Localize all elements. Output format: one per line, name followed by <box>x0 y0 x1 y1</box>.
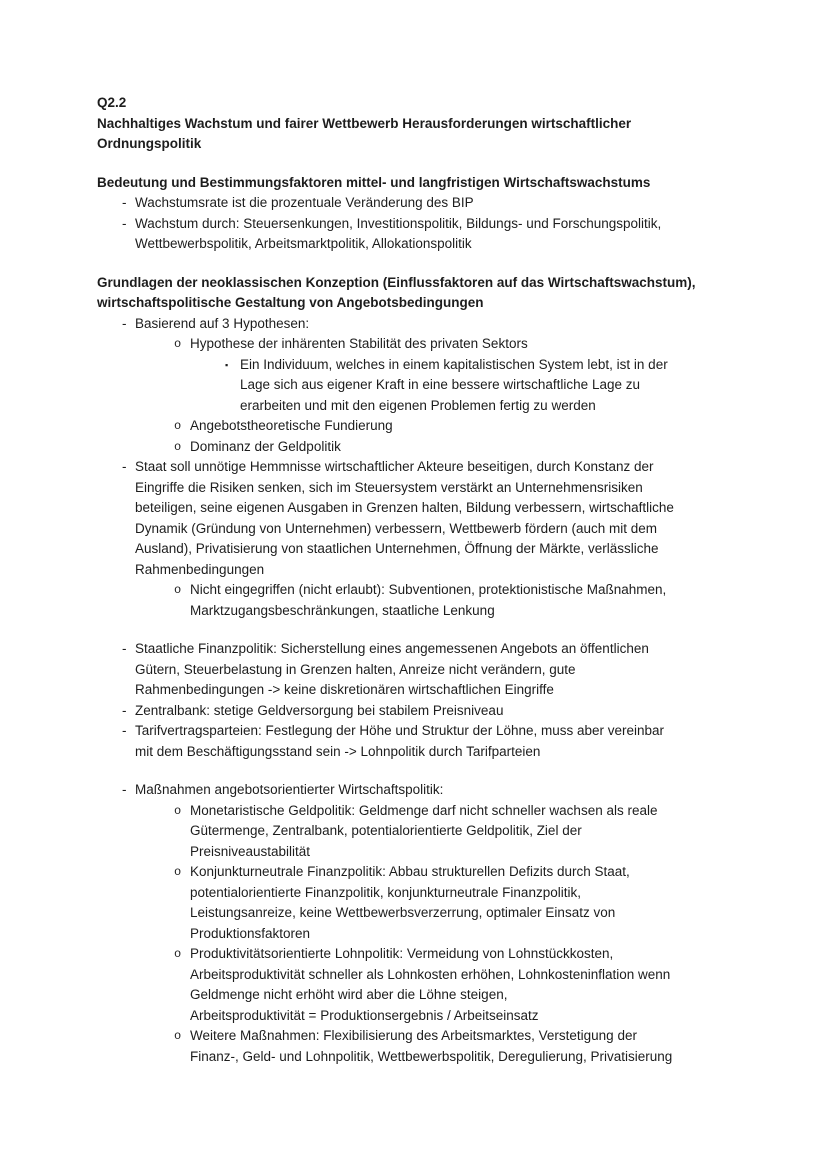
text-line <box>0 293 828 314</box>
text-line <box>0 416 828 437</box>
text-line <box>0 214 828 235</box>
circle-bullet-icon: o <box>174 947 182 961</box>
paragraph-spacer <box>0 155 828 173</box>
body-text: Weitere Maßnahmen: Flexibilisierung des Arbeitsmarktes, Verstetigung der <box>190 1028 637 1043</box>
dash-bullet-icon: - <box>122 459 127 474</box>
body-text: Wettbewerbspolitik, Arbeitsmarktpolitik, Allokationspolitik <box>135 236 472 251</box>
dash-bullet-icon: - <box>122 641 127 656</box>
body-text: Wachstumsrate ist die prozentuale Veränderung des BIP <box>135 195 474 210</box>
text-line <box>0 780 828 801</box>
circle-bullet-icon: o <box>174 1029 182 1043</box>
text-line <box>0 457 828 478</box>
list-item-level-1 <box>0 639 828 701</box>
text-line <box>0 539 828 560</box>
body-text: Finanz-, Geld- und Lohnpolitik, Wettbewerbspolitik, Deregulierung, Privatisierung <box>190 1048 673 1064</box>
text-line <box>0 114 828 135</box>
text-line <box>0 660 828 681</box>
list-item-level-2 <box>0 334 828 355</box>
list-item-level-2 <box>0 862 828 944</box>
body-text: Zentralbank: stetige Geldversorgung bei stabilem Preisniveau <box>135 702 504 718</box>
dash-bullet-icon: - <box>122 315 127 331</box>
text-line <box>0 355 828 376</box>
dash-bullet-icon: - <box>122 723 127 738</box>
body-text: Ein Individuum, welches in einem kapitalistischen System lebt, ist in der <box>240 356 668 372</box>
text-line <box>0 985 828 1006</box>
body-text: potentialorientierte Finanzpolitik, konjunkturneutrale Finanzpolitik, <box>190 884 581 900</box>
text-line <box>0 580 828 601</box>
body-text: Lage sich aus eigener Kraft in eine bessere wirtschaftliche Lage zu <box>240 377 640 392</box>
text-line <box>0 93 828 114</box>
body-text: Ausland), Privatisierung von staatlichen Unternehmen, Öffnung der Märkte, verlässliche <box>135 541 659 556</box>
text-line <box>0 273 828 294</box>
text-line <box>0 801 828 822</box>
list-item-level-1 <box>0 214 828 255</box>
list-item-level-1 <box>0 193 828 214</box>
body-text: Geldmenge nicht erhöht wird aber die Löhne steigen, <box>190 987 508 1002</box>
text-line <box>0 862 828 883</box>
list-item-level-2 <box>0 1026 828 1067</box>
text-line <box>0 944 828 965</box>
document-content <box>0 93 828 1067</box>
body-text: beteiligen, seine eigenen Ausgaben in Grenzen halten, Bildung verbessern, wirtschaftliche <box>135 500 674 515</box>
body-text: Produktionsfaktoren <box>190 925 311 941</box>
text-line <box>0 193 828 214</box>
dash-bullet-icon: - <box>122 195 127 210</box>
body-text: Nicht eingegriffen (nicht erlaubt): Subventionen, protektionistische Maßnahmen, <box>190 582 667 597</box>
text-line <box>0 1006 828 1027</box>
text-line <box>0 680 828 701</box>
text-line <box>0 903 828 924</box>
body-text: Dominanz der Geldpolitik <box>190 438 341 454</box>
text-line <box>0 701 828 722</box>
text-line <box>0 965 828 986</box>
heading-text: Nachhaltiges Wachstum und fairer Wettbewerb Herausforderungen wirtschaftlicher <box>97 115 632 131</box>
text-line <box>0 742 828 763</box>
heading-text: Q2.2 <box>97 95 127 110</box>
heading-text: Ordnungspolitik <box>97 136 202 151</box>
circle-bullet-icon: o <box>174 583 182 597</box>
list-item-level-1 <box>0 721 828 762</box>
body-text: Maßnahmen angebotsorientierter Wirtschaftspolitik: <box>135 782 444 797</box>
body-text: Arbeitsproduktivität = Produktionsergebnis / Arbeitseinsatz <box>190 1007 539 1023</box>
heading-text: Grundlagen der neoklassischen Konzeption (Einflussfaktoren auf das Wirtschaftswachstum), <box>97 274 696 290</box>
heading-text: Bedeutung und Bestimmungsfaktoren mittel- und langfristigen Wirtschaftswachstums <box>97 174 651 190</box>
heading-text: wirtschaftspolitische Gestaltung von Angebotsbedingungen <box>97 295 484 310</box>
text-line <box>0 560 828 581</box>
body-text: Konjunkturneutrale Finanzpolitik: Abbau strukturellen Defizits durch Staat, <box>190 864 630 879</box>
body-text: Hypothese der inhärenten Stabilität des privaten Sektors <box>190 336 528 351</box>
text-line <box>0 721 828 742</box>
paragraph-spacer <box>0 255 828 273</box>
text-line <box>0 1026 828 1047</box>
text-line <box>0 498 828 519</box>
body-text: Gütermenge, Zentralbank, potentialorientierte Geldpolitik, Ziel der <box>190 823 582 838</box>
body-text: Tarifvertragsparteien: Festlegung der Höhe und Struktur der Löhne, muss aber vereinbar <box>135 723 665 738</box>
text-line <box>0 334 828 355</box>
body-text: Rahmenbedingungen -> keine diskretionären wirtschaftlichen Eingriffe <box>135 682 554 697</box>
text-line <box>0 396 828 417</box>
text-line <box>0 639 828 660</box>
list-item-level-2 <box>0 437 828 458</box>
list-item-level-1 <box>0 701 828 722</box>
list-item-level-2 <box>0 801 828 863</box>
heading-paragraph <box>0 93 828 114</box>
circle-bullet-icon: o <box>174 419 182 433</box>
list-item-level-2 <box>0 580 828 621</box>
circle-bullet-icon: o <box>174 865 182 879</box>
text-line <box>0 478 828 499</box>
body-text: Marktzugangsbeschränkungen, staatliche Lenkung <box>190 602 495 618</box>
body-text: Leistungsanreize, keine Wettbewerbsverzerrung, optimaler Einsatz von <box>190 905 616 920</box>
list-item-level-2 <box>0 944 828 1026</box>
text-line <box>0 883 828 904</box>
body-text: mit dem Beschäftigungsstand sein -> Lohnpolitik durch Tarifparteien <box>135 743 541 759</box>
body-text: Eingriffe die Risiken senken, sich im Steuersystem verstärkt an Unternehmensrisiken <box>135 479 643 495</box>
body-text: Gütern, Steuerbelastung in Grenzen halten, Anreize nicht verändern, gute <box>135 661 576 677</box>
text-line <box>0 519 828 540</box>
text-line <box>0 173 828 194</box>
heading-paragraph <box>0 173 828 194</box>
text-line <box>0 1047 828 1068</box>
body-text: erarbeiten und mit den eigenen Problemen fertig zu werden <box>240 397 596 413</box>
body-text: Rahmenbedingungen <box>135 561 265 577</box>
list-item-level-1 <box>0 314 828 335</box>
text-line <box>0 314 828 335</box>
dash-bullet-icon: - <box>122 702 127 718</box>
text-line <box>0 375 828 396</box>
text-line <box>0 437 828 458</box>
heading-paragraph <box>0 273 828 314</box>
text-line <box>0 134 828 155</box>
dash-bullet-icon: - <box>122 215 127 231</box>
body-text: Wachstum durch: Steuersenkungen, Investitionspolitik, Bildungs- und Forschungspolitik, <box>135 215 662 231</box>
paragraph-spacer <box>0 621 828 639</box>
body-text: Angebotstheoretische Fundierung <box>190 418 393 433</box>
text-line <box>0 842 828 863</box>
list-item-level-2 <box>0 416 828 437</box>
body-text: Dynamik (Gründung von Unternehmen) verbessern, Wettbewerb fördern (auch mit dem <box>135 520 657 536</box>
heading-paragraph <box>0 114 828 155</box>
text-line <box>0 601 828 622</box>
dash-bullet-icon: - <box>122 782 127 797</box>
body-text: Monetaristische Geldpolitik: Geldmenge darf nicht schneller wachsen als reale <box>190 802 658 818</box>
body-text: Arbeitsproduktivität schneller als Lohnkosten erhöhen, Lohnkosteninflation wenn <box>190 966 671 982</box>
text-line <box>0 821 828 842</box>
body-text: Basierend auf 3 Hypothesen: <box>135 315 310 331</box>
body-text: Preisniveaustabilität <box>190 843 311 859</box>
square-bullet-icon: ▪ <box>225 359 229 370</box>
list-item-level-3 <box>0 355 828 417</box>
text-line <box>0 924 828 945</box>
list-item-level-1 <box>0 780 828 801</box>
circle-bullet-icon: o <box>174 337 182 351</box>
text-line <box>0 234 828 255</box>
body-text: Produktivitätsorientierte Lohnpolitik: Vermeidung von Lohnstückkosten, <box>190 946 614 961</box>
paragraph-spacer <box>0 762 828 780</box>
body-text: Staat soll unnötige Hemmnisse wirtschaftlicher Akteure beseitigen, durch Konstanz der <box>135 459 654 474</box>
circle-bullet-icon: o <box>174 439 182 454</box>
list-item-level-1 <box>0 457 828 580</box>
circle-bullet-icon: o <box>174 803 182 818</box>
body-text: Staatliche Finanzpolitik: Sicherstellung eines angemessenen Angebots an öffentlichen <box>135 641 649 656</box>
